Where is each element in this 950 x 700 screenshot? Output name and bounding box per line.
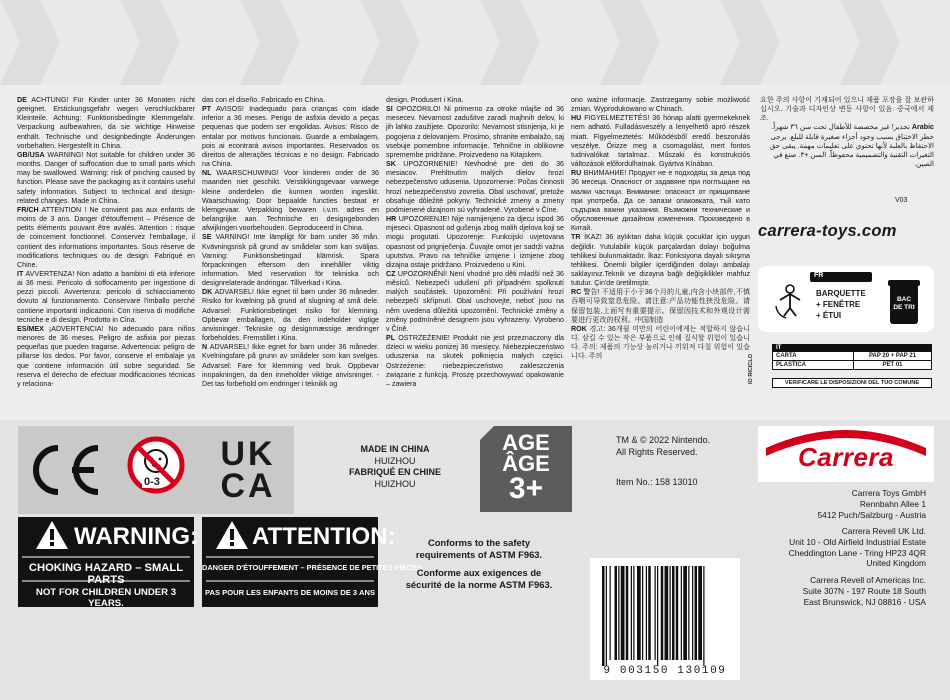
barcode-bar bbox=[655, 566, 656, 660]
barcode-bar bbox=[646, 566, 647, 660]
warnings-column-2 bbox=[202, 96, 379, 418]
recycle-line-3: + ÉTUI bbox=[816, 311, 842, 320]
warning-paragraph bbox=[386, 215, 564, 270]
barcode-bar bbox=[642, 566, 643, 660]
barcode-bar bbox=[692, 566, 693, 660]
language-code: GB/USA bbox=[17, 150, 45, 159]
language-code: ROK bbox=[571, 324, 587, 333]
language-code: RC bbox=[571, 288, 582, 297]
address-line: Rennbahn Allee 1 bbox=[859, 498, 926, 509]
warning-paragraph bbox=[386, 96, 564, 105]
warning-text: UPOZORNENIE! Nevhodné pre deti do 36 mesiacov. Prehltnutím malých dielov hrozí nebezpečenstvo udusenia. Upozornenie: Počas činnosti hrozí nebezpečenstvo zovretia. Obal uschovať, pretože obsahuje dôležité pokyny. Technické zmeny a zmeny podmienené dizajnom sú vyhradené. Vyrobené v Číne. bbox=[386, 160, 564, 214]
address-austria bbox=[818, 488, 926, 520]
warning-text: UPOZORENJE! Nije namijenjeno za djecu ispod 36 mjeseci. Opasnost od gušenja zbog malih djelova koji se mogu progutati. Upozorenje: Funkcijski uvjetovana opasnost od prignječenja. Čuvajte omot jer sadrži važna uputstva. Pravo na tehničke izmjene i izmjene zbog dizajna ostaje pridržano. Proizvedeno u Kini. bbox=[386, 215, 564, 269]
warning-paragraph bbox=[202, 105, 379, 169]
warning-text: 요한 주의 사항이 기재되어 있으니 제품 포장을 잘 보관하십시오. 기술과 디자인상 변동 사항이 있음. 중국에서 제조. bbox=[760, 96, 934, 123]
language-code: SI bbox=[386, 105, 393, 114]
warning-paragraph bbox=[386, 334, 564, 389]
language-code: TR bbox=[571, 233, 581, 242]
address-line: 5412 Puch/Salzburg - Austria bbox=[817, 509, 926, 520]
warning-paragraph bbox=[571, 288, 750, 325]
address-uk bbox=[789, 526, 926, 569]
language-code: HR bbox=[386, 215, 397, 224]
recycle-side-label: IO RICICLO bbox=[747, 354, 754, 384]
warning-paragraph bbox=[17, 270, 195, 325]
language-code: N bbox=[202, 343, 208, 352]
language-code: DK bbox=[202, 288, 213, 297]
language-code: RU bbox=[571, 169, 582, 178]
recycle-table-header: IT bbox=[772, 344, 932, 352]
address-line: Carrera Revell UK Ltd. bbox=[841, 526, 926, 536]
barcode-bar bbox=[610, 566, 611, 660]
barcode-bar bbox=[681, 566, 682, 660]
address-line: Cheddington Lane - Tring HP23 4QR bbox=[788, 547, 926, 558]
recycle-material: PLASTICA bbox=[773, 361, 854, 369]
address-line: Suite 307N - 197 Route 18 South bbox=[802, 585, 926, 596]
warning-text: WAARSCHUWING! Voor kinderen onder de 36 maanden niet geschikt. Verstikkingsgevaar vanwege kleine onderdelen die kunnen worden ingeslikt. Waarschuwing: Door bepaalde functies bestaat er klemgevaar. Verpakking bewaren i.v.m. adres en belangrijke aan. Technische en designgebonden afwijkingen voorbehouden. Geproduceerd in China. bbox=[202, 169, 379, 233]
warnings-column-4 bbox=[571, 96, 750, 418]
triman-recycling-panel bbox=[758, 266, 934, 332]
ukca-mark-box bbox=[202, 426, 294, 514]
warning-paragraph bbox=[17, 96, 195, 151]
barcode-bar bbox=[637, 566, 641, 660]
warning-fr-line-1: DANGER D'ÉTOUFFEMENT – PRÉSENCE DE PETITES PIÈCES bbox=[202, 563, 422, 572]
warning-paragraph bbox=[386, 270, 564, 334]
barcode-bar bbox=[698, 566, 702, 660]
warning-paragraph bbox=[202, 169, 379, 233]
language-code: HU bbox=[571, 114, 582, 123]
address-line: United Kingdom bbox=[866, 558, 926, 569]
recycle-table-footer: VERIFICARE LE DISPOSIZIONI DEL TUO COMUNE bbox=[772, 378, 932, 388]
top-stripe-band bbox=[0, 0, 950, 85]
choking-warning-en bbox=[18, 517, 198, 609]
address-usa bbox=[803, 575, 926, 607]
recycle-country: FR bbox=[814, 272, 824, 279]
item-number: Item No.: 158 13010 bbox=[616, 477, 698, 487]
warnings-column-1 bbox=[17, 96, 195, 418]
warning-text: FIGYELMEZTETÉS! 36 hónap alatti gyermekeknek nem adható. Fulladásveszély a lenyelhető apró részek miatt. Figyelmeztetés: Működésből eredő beszorulás veszélye. Őrizze meg a csomagolást, mert fontos tudnivalókat tartalmaz. Műszaki és konstrukciós változások előfordulhatnak. Gyártva Kínában. bbox=[571, 114, 750, 169]
warning-en-line-2: NOT FOR CHILDREN UNDER 3 YEARS. bbox=[35, 587, 177, 609]
carrera-logo-text: Carrera bbox=[797, 442, 894, 472]
language-code: IT bbox=[17, 269, 24, 278]
warning-text: ¡ADVERTENCIA! No adecuado para niños menores de 36 meses. Peligro de asfixia por piezas pequeñas que pueden tragarse. Advertencia: peligro de pillarse los dedos. Por favor, conserve el embalaje ya que contiene información útil sobre seguridad. Se reserva el derecho de efectuar modificaciones técnicas y relaciona- bbox=[17, 324, 195, 388]
warning-text: 警告! 不适用于小于36个月的儿童,内含小块部件,不慎吞咽可导致窒息危险。请注意:产品功能性挟没危险。请保留包装,上面写有重要提示。保留因技术和外观设计需要进行更改的权利。中国制造 bbox=[571, 288, 750, 324]
choking-warning-fr bbox=[202, 517, 422, 607]
warning-fr-title: ATTENTION: bbox=[252, 523, 396, 550]
carrera-logo-box bbox=[758, 426, 934, 482]
barcode-bar bbox=[606, 566, 607, 666]
language-code: ES/MEX bbox=[17, 324, 44, 333]
recycle-code: PAP 20 + PAP 21 bbox=[868, 353, 917, 359]
barcode-bar bbox=[626, 566, 629, 660]
warning-paragraph bbox=[571, 114, 750, 169]
warning-paragraph bbox=[202, 96, 379, 105]
italian-recycling-table bbox=[747, 338, 934, 400]
astm-conformity: Conforms to the safety requirements of ASTM F963. Conforme aux exigences de sécurité de la norme ASTM F963. bbox=[405, 537, 553, 590]
bin-label: BAC DE TRI bbox=[893, 296, 915, 311]
warning-paragraph bbox=[202, 288, 379, 343]
warning-text: تحذير! غير مخصصة للأطفال تحت سن ٣٦ شهراً. خطر الاختناق بسبب وجود أجزاء صغيرة قابلة للبلع. يرجى الاحتفاظ بالعلبة لأنها تحتوي على تعليمات مهمة. يبقى حق التغيرات التقنية والتصميمية محفوظاً. السن +٣. صنع في الصين. bbox=[769, 123, 934, 169]
warning-text: ono ważne informacje. Zastrzegamy sobie możliwość zmian. Wyprodukowano w Chinach. bbox=[571, 96, 750, 114]
barcode-bar bbox=[672, 566, 675, 660]
barcode-number: 9 003150 130109 bbox=[603, 665, 727, 677]
barcode-bar bbox=[657, 566, 658, 666]
address-line: Unit 10 - Old Airfield Industrial Estate bbox=[789, 536, 926, 547]
warning-text: ACHTUNG! Für Kinder unter 36 Monaten nicht geeignet. Erstickungsgefahr wegen verschluckbarer Kleinteile. Achtung: Funktionsbedingte Klemmgefahr. Verpackung aufbewahren, da sie wichtige Hinweise enthält. Technische und designbedingte Änderungen vorbehalten. Hergestellt in China. bbox=[17, 96, 195, 150]
barcode bbox=[590, 558, 740, 680]
warning-paragraph bbox=[571, 233, 750, 288]
warning-text: das con el diseño. Fabricado en China. bbox=[202, 96, 326, 104]
warning-text: AVVERTENZA! Non adatto a bambini di età inferiore ai 36 mesi. Pericolo di soffocamento per ingestione di pezzi piccoli. Avvertenza: pericolo di schiacciamento dovuto al funzionamento. Conservare l'imballo perché contiene importanti indicazioni. Con riserva di modifiche tecniche e di design. Prodotto in Cina. bbox=[17, 269, 195, 324]
age-value: 3+ bbox=[508, 472, 544, 505]
language-code: DE bbox=[17, 96, 27, 104]
made-in-label: MADE IN CHINA HUIZHOU FABRIQUÉ EN CHINE HUIZHOU bbox=[348, 444, 441, 489]
recycle-line-2: + FENÊTRE bbox=[816, 300, 861, 309]
warning-paragraph bbox=[17, 151, 195, 206]
barcode-bar bbox=[615, 566, 618, 660]
barcode-bar bbox=[602, 566, 605, 666]
address-line: Carrera Toys GmbH bbox=[851, 488, 926, 498]
recycle-table-rows bbox=[772, 352, 932, 370]
warning-paragraph bbox=[571, 325, 750, 362]
stripe-pattern bbox=[0, 0, 950, 85]
language-code: SE bbox=[202, 233, 212, 242]
language-code: CZ bbox=[386, 269, 396, 278]
warning-text: ADVARSEL! Ikke egnet for barn under 36 måneder. Kvelningsfare på grunn av smådeler som kan svelges. Advarsel: Fare for klemming ved bruk. Oppbevar innpakningen, da den inneholder viktige anvisninger. - Det tas forbehold om endringer i teknikk og bbox=[202, 343, 379, 388]
language-code: SK bbox=[386, 160, 396, 169]
warning-text: OSTRZEŻENIE! Produkt nie jest przeznaczony dla dzieci w wieku poniżej 36 miesięcy. Niebezpieczeństwo uduszenia na skutek połknięcia małych części. Ostrzeżenie: niebezpieczeństwo zakleszczenia związane z funkcją. Proszę przechowywać opakowanie – zawiera bbox=[386, 334, 564, 388]
barcode-bar bbox=[670, 566, 671, 660]
warning-paragraph bbox=[386, 160, 564, 215]
address-line: Carrera Revell of Americas Inc. bbox=[810, 575, 926, 585]
multilingual-warnings bbox=[0, 92, 950, 420]
barcode-bar bbox=[618, 566, 619, 660]
age-3-plus-badge bbox=[480, 426, 572, 512]
warning-en-title: WARNING: bbox=[74, 523, 198, 550]
barcode-bars bbox=[590, 558, 740, 668]
barcode-bar bbox=[633, 566, 634, 660]
recycle-table-row bbox=[772, 361, 932, 370]
age-warning-box bbox=[110, 426, 202, 514]
barcode-bar bbox=[661, 566, 664, 660]
warning-text: VARNING! Inte lämpligt för barn under 36 mån. Kvävningsrisk på grund av smådelar som kan sväljas. Varning: Funktionsbetingad klämrisk. Spara förpackningen eftersom den innehåller viktig information. Med reservation för tekniska och designrelaterade ändringar. Tillverkad i Kina. bbox=[202, 233, 379, 288]
regulatory-panel bbox=[0, 420, 950, 700]
version-code: V03 bbox=[895, 197, 908, 204]
warning-text: OPOZORILO! Ni primerno za otroke mlajše od 36 mesecev. Nevarnost zadušitve zaradi majhnih delov, ki jih lahko zaužijete. Opozorilo: Nevarnost stisnjenja, ki je pogojena z delovanjem. Prosimo, shranite embalažo, saj vsebuje pomembne informacije. Tehnične in oblikovne spremembe pridržane. Proizvedeno na Kitajskem. bbox=[386, 105, 564, 159]
warning-text: WARNING! Not suitable for children under 36 months. Danger of suffocation due to small parts which may be swallowed. Warning: risk of pinching caused by function. Please save the packaging as it contains useful safety information. Subject to technical and design-related changes. Made in China. bbox=[17, 150, 195, 205]
warning-text: ВНИМАНИЕ! Продукт не е подходящ за деца под 36 месеца. Опасност от задавяне при поглъщане на малки частици. Внимание: опасност от прищипване при употреба. Да се запази опаковката, тъй като съдържа важни указания. Възможни технические и обусловенные дизайном изменения. Произведено в Китай. bbox=[571, 169, 750, 233]
barcode-bar bbox=[703, 566, 704, 666]
age-label-en: AGE bbox=[502, 430, 550, 455]
recycle-table-row bbox=[772, 352, 932, 361]
warnings-column-3 bbox=[386, 96, 564, 418]
barcode-bar bbox=[683, 566, 687, 660]
warning-fr-line-2: PAS POUR LES ENFANTS DE MOINS DE 3 ANS bbox=[204, 588, 376, 597]
warning-paragraph bbox=[571, 169, 750, 233]
warning-text: İKAZ! 36 aylıktan daha küçük çocuklar için uygun değildir. Yutulabilir küçük parçalardan dolayı boğulma tehlikesi bulunmaktadır. İkaz: Fonksiyona dayalı sıkışma tehlikesi. Önemli bilgiler içerdiğinden dolayı ambalajı saklayınız.Teknik ve dizayna bağlı değişiklikler mahfuz tutulur. Çin'de üretilmiştir. bbox=[571, 233, 750, 288]
ce-mark-icon bbox=[24, 442, 104, 498]
warning-paragraph bbox=[386, 105, 564, 160]
warning-paragraph bbox=[202, 233, 379, 288]
warning-paragraph bbox=[760, 123, 934, 169]
barcode-bar bbox=[665, 566, 669, 660]
barcode-bar bbox=[648, 566, 651, 660]
language-code: NL bbox=[202, 169, 212, 178]
no-under-3-icon bbox=[124, 435, 188, 505]
language-code: PT bbox=[202, 105, 212, 114]
warning-text: 경고: 36개월 미만의 어린이에게는 적합하지 않습니다. 삼킬 수 있는 작은 부품으로 인해 질식할 위험이 있습니다. 주의: 제품의 기능상 눌리거나 끼워져 다칠 위험이 있습니다. 주의 bbox=[571, 324, 750, 361]
barcode-bar bbox=[688, 566, 689, 660]
recycle-items bbox=[816, 288, 866, 321]
ukca-mark-icon: UK CA bbox=[220, 435, 276, 505]
warning-text: design. Produsert i Kina. bbox=[386, 96, 464, 104]
triman-icon bbox=[776, 285, 800, 318]
language-code: Arabic bbox=[911, 123, 934, 132]
language-code: FR/CH bbox=[17, 205, 39, 214]
warning-text: AVISOS! Inadequado para crianças com idade inferior a 36 meses. Perigo de asfixia devido a peças pequenas que podem ser engolidas. Avisos: Risco de entalar por motivos funcionais. Guarde a embalagem, pois ai econtrará avisos importantes. Reservados os direitos de alterações técnicas e no design. Fabricado na China. bbox=[202, 105, 379, 169]
age-label-fr: ÂGE bbox=[502, 451, 550, 476]
warning-text: UPOZORNĚNÍ! Není vhodné pro děti mladší než 36 měsíců. Nebezpečí udušení při případném spolknutí malých součástek. Upozornění: Při používání hrozí nebezpečí skřípnutí. Obal uschovejte, neboť jsou na něm uvedena důležitá upozornění. Technické změny a změny podmíněné designem jsou vyhrazeny. Vyrobeno v Číně. bbox=[386, 269, 564, 333]
barcode-bar bbox=[676, 566, 679, 660]
recycle-code: PET 01 bbox=[882, 362, 903, 368]
warnings-column-5 bbox=[760, 96, 934, 196]
warning-text: ATTENTION ! Ne convient pas aux enfants de moins de 3 ans. Danger d'étouffement – Présence de petits éléments pouvant être avalés. Attention : risque de coincement fonctionnel. Conservez l'emballage, il contient des informations importantes. Sous réserve de modifications techniques ou de design. Fabriqué en Chine. bbox=[17, 205, 195, 269]
barcode-bar bbox=[695, 566, 698, 660]
ce-mark-box bbox=[18, 426, 110, 514]
warning-paragraph bbox=[202, 343, 379, 389]
warning-paragraph bbox=[760, 96, 934, 123]
recycle-material: CARTA bbox=[773, 352, 854, 360]
warning-paragraph bbox=[17, 325, 195, 389]
brand-url: carrera-toys.com bbox=[758, 222, 897, 240]
barcode-bar bbox=[621, 566, 625, 660]
address-line: East Brunswick, NJ 08816 - USA bbox=[803, 596, 926, 607]
warning-en-line-1: CHOKING HAZARD – SMALL PARTS bbox=[28, 562, 184, 586]
recycle-line-1: BARQUETTE bbox=[816, 289, 866, 298]
language-code: PL bbox=[386, 334, 396, 343]
barcode-bar bbox=[631, 566, 632, 660]
warning-paragraph bbox=[17, 206, 195, 270]
warning-text: ADVARSEL! Ikke egnet til børn under 36 måneder. Risiko for kvælning på grund af slugning af små dele. Advarsel: Funktionsbetinget risiko for klemning. Opbevar emballagen, da den indeholder vigtige anvisninger. Tekniske og designmæssige ændringer forbeholdes. Fremstillet i Kina. bbox=[202, 288, 379, 343]
trademark-notice: TM & © 2022 Nintendo. All Rights Reserved. bbox=[616, 435, 711, 457]
warning-paragraph bbox=[571, 96, 750, 114]
age-warning-label: 0-3 bbox=[144, 476, 160, 488]
